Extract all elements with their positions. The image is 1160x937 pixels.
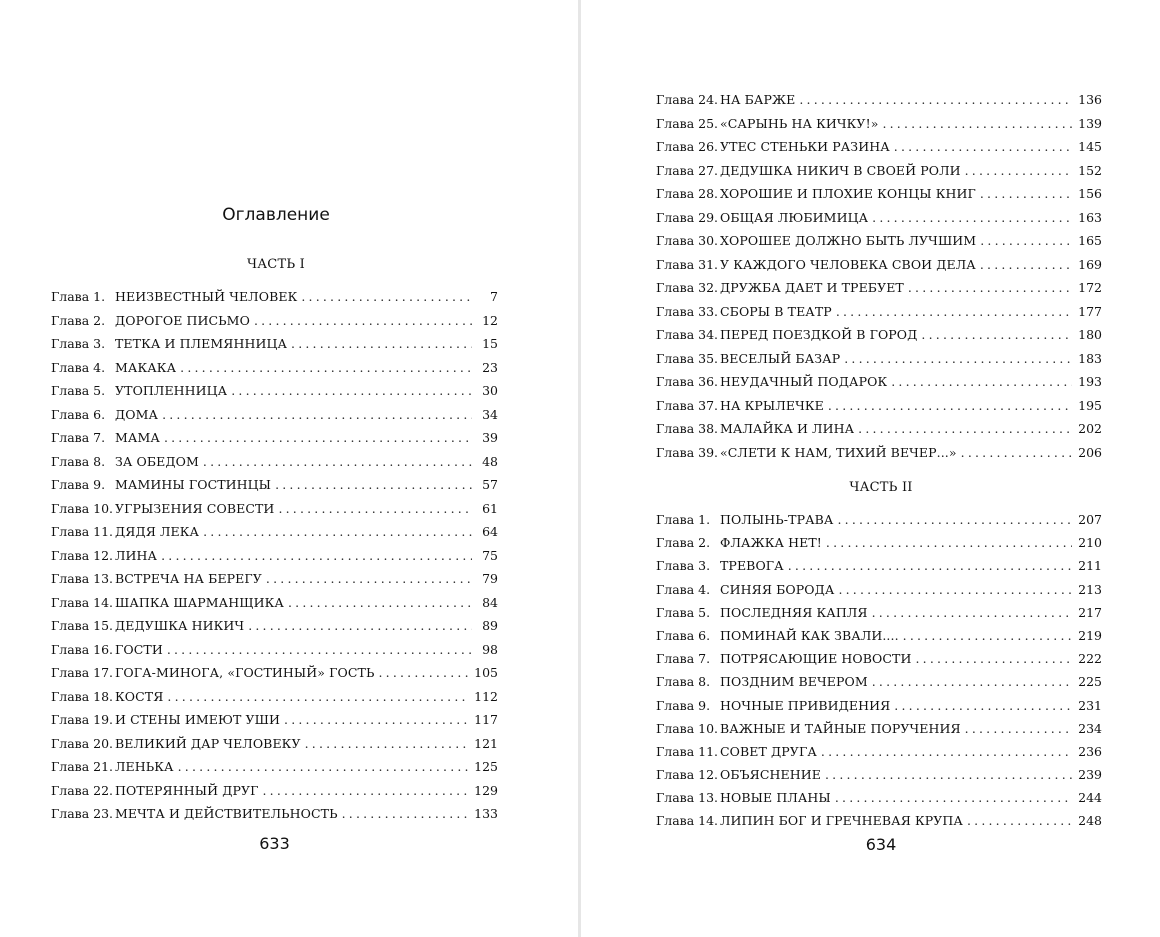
toc-entry xyxy=(656,276,1102,300)
chapter-page-number: 206 xyxy=(1078,444,1102,460)
chapter-page-number: 165 xyxy=(1078,233,1102,248)
chapter-number: Глава 36. xyxy=(656,374,719,389)
chapter-title: ВСТРЕЧА НА БЕРЕГУ xyxy=(115,571,262,586)
chapter-number: Глава 37. xyxy=(656,397,719,413)
chapter-number: Глава 7. xyxy=(656,651,711,667)
dot-leader xyxy=(288,591,472,615)
toc-entry xyxy=(656,763,1102,786)
toc-entry xyxy=(656,601,1102,624)
chapter-page-number: 248 xyxy=(1078,813,1102,829)
dot-leader xyxy=(858,417,1072,441)
chapter-title: СИНЯЯ БОРОДА xyxy=(720,581,835,597)
chapter-page-number: 163 xyxy=(1078,209,1102,225)
chapter-page-number: 177 xyxy=(1078,303,1102,319)
chapter-title: ТЕТКА И ПЛЕМЯННИЦА xyxy=(115,336,288,351)
chapter-page-number: 169 xyxy=(1078,256,1102,272)
chapter-number: Глава 5. xyxy=(656,604,711,620)
chapter-title: ЗА ОБЕДОМ xyxy=(115,453,199,469)
chapter-number: Глава 27. xyxy=(656,162,719,178)
chapter-number: Глава 4. xyxy=(51,359,106,375)
chapter-page-number: 219 xyxy=(1078,627,1102,643)
dot-leader xyxy=(254,309,472,333)
dot-leader xyxy=(788,554,1072,577)
chapter-title: ШАПКА ШАРМАНЩИКА xyxy=(115,594,284,610)
chapter-number: Глава 4. xyxy=(656,581,711,597)
dot-leader xyxy=(248,614,472,638)
dot-leader xyxy=(178,755,469,779)
chapter-number: Глава 23. xyxy=(51,806,114,821)
chapter-page-number: 202 xyxy=(1078,421,1102,436)
toc-entry xyxy=(656,159,1102,183)
chapter-page-number: 225 xyxy=(1078,674,1102,690)
toc-entry xyxy=(51,450,498,474)
dot-leader xyxy=(821,740,1072,763)
chapter-page-number: 217 xyxy=(1078,604,1102,620)
chapter-title: УГРЫЗЕНИЯ СОВЕСТИ xyxy=(115,500,275,516)
chapter-title: МАМИНЫ ГОСТИНЦЫ xyxy=(115,477,272,492)
chapter-title: ФЛАЖКА НЕТ! xyxy=(720,535,822,551)
toc-entry xyxy=(51,309,498,333)
dot-leader xyxy=(965,717,1072,740)
toc-entry xyxy=(656,370,1102,394)
dot-leader xyxy=(965,159,1073,183)
dot-leader xyxy=(342,802,469,826)
chapter-title: СБОРЫ В ТЕАТР xyxy=(720,303,832,319)
chapter-number: Глава 5. xyxy=(51,383,106,398)
chapter-number: Глава 10. xyxy=(51,500,114,516)
chapter-page-number: 105 xyxy=(474,665,498,680)
toc-entry xyxy=(656,508,1102,531)
dot-leader xyxy=(980,253,1072,277)
chapter-title: ДРУЖБА ДАЕТ И ТРЕБУЕТ xyxy=(720,280,904,295)
dot-leader xyxy=(161,544,472,568)
toc-entry xyxy=(656,578,1102,601)
toc-entry xyxy=(51,356,498,380)
toc-entry xyxy=(656,206,1102,230)
toc-entry xyxy=(51,403,498,427)
chapter-page-number: 34 xyxy=(482,406,498,422)
toc-entry xyxy=(51,567,498,591)
chapter-title: МЕЧТА И ДЕЙСТВИТЕЛЬНОСТЬ xyxy=(115,806,338,821)
toc-entry xyxy=(656,135,1102,159)
toc-list-part-one xyxy=(51,285,498,826)
dot-leader xyxy=(301,285,472,309)
chapter-title: СОВЕТ ДРУГА xyxy=(720,743,817,759)
chapter-title: ДЕДУШКА НИКИЧ В СВОЕЙ РОЛИ xyxy=(720,162,961,178)
dot-leader xyxy=(921,323,1072,347)
chapter-title: ДЯДЯ ЛЕКА xyxy=(115,524,200,539)
dot-leader xyxy=(828,394,1072,418)
chapter-page-number: 30 xyxy=(482,383,498,398)
toc-entry xyxy=(656,694,1102,717)
chapter-page-number: 231 xyxy=(1078,697,1102,713)
toc-entry xyxy=(656,441,1102,465)
chapter-title: УТЕС СТЕНЬКИ РАЗИНА xyxy=(720,139,890,154)
dot-leader xyxy=(894,135,1072,159)
chapter-title: «СЛЕТИ К НАМ, ТИХИЙ ВЕЧЕР...» xyxy=(720,444,957,460)
chapter-page-number: 98 xyxy=(482,641,498,657)
chapter-page-number: 244 xyxy=(1078,790,1102,806)
chapter-title: МАЛАЙКА И ЛИНА xyxy=(720,421,855,436)
chapter-number: Глава 7. xyxy=(51,430,106,445)
chapter-page-number: 133 xyxy=(474,806,498,821)
toc-entry xyxy=(51,638,498,662)
chapter-page-number: 48 xyxy=(482,453,498,469)
chapter-title: НА КРЫЛЕЧКЕ xyxy=(720,397,824,413)
chapter-number: Глава 39. xyxy=(656,444,719,460)
toc-entry xyxy=(656,394,1102,418)
toc-entry xyxy=(51,379,498,403)
chapter-page-number: 23 xyxy=(482,359,498,375)
chapter-title: ПОМИНАЙ КАК ЗВАЛИ.... xyxy=(720,627,899,643)
chapter-title: ДОРОГОЕ ПИСЬМО xyxy=(115,312,250,328)
chapter-page-number: 239 xyxy=(1078,767,1102,783)
chapter-number: Глава 12. xyxy=(656,767,719,783)
chapter-number: Глава 28. xyxy=(656,186,719,201)
toc-title: Оглавление xyxy=(222,205,330,225)
toc-entry xyxy=(656,554,1102,577)
chapter-number: Глава 21. xyxy=(51,759,114,774)
chapter-page-number: 234 xyxy=(1078,720,1102,736)
chapter-number: Глава 16. xyxy=(51,641,114,657)
chapter-title: НЕУДАЧНЫЙ ПОДАРОК xyxy=(720,374,888,389)
dot-leader xyxy=(284,708,468,732)
toc-entry xyxy=(51,497,498,521)
toc-entry xyxy=(656,624,1102,647)
chapter-title: ЛИПИН БОГ И ГРЕЧНЕВАЯ КРУПА xyxy=(720,813,963,829)
chapter-title: ДОМА xyxy=(115,406,159,422)
dot-leader xyxy=(291,332,472,356)
dot-leader xyxy=(872,670,1072,693)
chapter-title: ОБЩАЯ ЛЮБИМИЦА xyxy=(720,209,869,225)
chapter-number: Глава 31. xyxy=(656,256,719,272)
part-one-heading: ЧАСТЬ I xyxy=(247,257,305,272)
chapter-title: ХОРОШИЕ И ПЛОХИЕ КОНЦЫ КНИГ xyxy=(720,186,976,201)
toc-entry xyxy=(656,717,1102,740)
toc-list-part-one-continued xyxy=(656,88,1102,464)
chapter-title: И СТЕНЫ ИМЕЮТ УШИ xyxy=(115,712,281,727)
toc-entry xyxy=(656,670,1102,693)
chapter-number: Глава 8. xyxy=(656,674,711,690)
toc-entry xyxy=(656,229,1102,253)
chapter-title: ВАЖНЫЕ И ТАЙНЫЕ ПОРУЧЕНИЯ xyxy=(720,720,961,736)
dot-leader xyxy=(162,403,472,427)
chapter-page-number: 213 xyxy=(1078,581,1102,597)
dot-leader xyxy=(278,497,472,521)
chapter-number: Глава 14. xyxy=(656,813,719,829)
dot-leader xyxy=(262,779,468,803)
dot-leader xyxy=(838,508,1073,531)
chapter-title: ВЕСЕЛЫЙ БАЗАР xyxy=(720,350,841,366)
chapter-title: МАМА xyxy=(115,430,160,445)
chapter-number: Глава 6. xyxy=(51,406,106,422)
chapter-page-number: 12 xyxy=(482,312,498,328)
chapter-page-number: 211 xyxy=(1078,558,1102,574)
chapter-number: Глава 22. xyxy=(51,782,114,798)
dot-leader xyxy=(826,531,1072,554)
chapter-title: МАКАКА xyxy=(115,359,177,375)
chapter-number: Глава 18. xyxy=(51,688,114,704)
toc-entry xyxy=(51,779,498,803)
part-two-heading: ЧАСТЬ II xyxy=(849,480,913,495)
dot-leader xyxy=(844,347,1072,371)
toc-entry xyxy=(51,755,498,779)
dot-leader xyxy=(872,206,1072,230)
chapter-page-number: 79 xyxy=(482,571,498,586)
toc-entry xyxy=(656,300,1102,324)
chapter-title: ТРЕВОГА xyxy=(720,558,784,574)
chapter-page-number: 193 xyxy=(1078,374,1102,389)
toc-entry xyxy=(656,531,1102,554)
chapter-title: УТОПЛЕННИЦА xyxy=(115,383,228,398)
chapter-number: Глава 24. xyxy=(656,92,719,107)
dot-leader xyxy=(961,441,1073,465)
toc-entry xyxy=(51,802,498,826)
dot-leader xyxy=(894,694,1072,717)
toc-entry xyxy=(51,285,498,309)
dot-leader xyxy=(799,88,1072,112)
chapter-title: НА БАРЖЕ xyxy=(720,92,796,107)
dot-leader xyxy=(305,732,469,756)
dot-leader xyxy=(891,370,1072,394)
chapter-page-number: 136 xyxy=(1078,92,1102,107)
chapter-page-number: 139 xyxy=(1078,115,1102,131)
chapter-page-number: 129 xyxy=(474,782,498,798)
chapter-title: НЕИЗВЕСТНЫЙ ЧЕЛОВЕК xyxy=(115,289,298,304)
chapter-number: Глава 11. xyxy=(656,743,719,759)
chapter-number: Глава 17. xyxy=(51,665,114,680)
dot-leader xyxy=(916,647,1073,670)
chapter-title: ОБЪЯСНЕНИЕ xyxy=(720,767,821,783)
chapter-number: Глава 19. xyxy=(51,712,114,727)
chapter-page-number: 61 xyxy=(482,500,498,516)
chapter-title: ПОТРЯСАЮЩИЕ НОВОСТИ xyxy=(720,651,912,667)
toc-entry xyxy=(656,182,1102,206)
dot-leader xyxy=(231,379,472,403)
toc-entry xyxy=(51,473,498,497)
chapter-title: ПОСЛЕДНЯЯ КАПЛЯ xyxy=(720,604,868,620)
toc-entry xyxy=(51,591,498,615)
chapter-page-number: 117 xyxy=(474,712,498,727)
chapter-number: Глава 6. xyxy=(656,627,711,643)
chapter-number: Глава 2. xyxy=(51,312,106,328)
chapter-number: Глава 26. xyxy=(656,139,719,154)
chapter-number: Глава 1. xyxy=(656,512,711,527)
page-number-left: 633 xyxy=(259,834,290,853)
dot-leader xyxy=(835,786,1072,809)
toc-entry xyxy=(51,332,498,356)
toc-entry xyxy=(656,786,1102,809)
dot-leader xyxy=(167,638,472,662)
dot-leader xyxy=(266,567,472,591)
chapter-page-number: 152 xyxy=(1078,162,1102,178)
toc-entry xyxy=(656,809,1102,832)
dot-leader xyxy=(908,276,1072,300)
toc-entry xyxy=(656,647,1102,670)
chapter-number: Глава 20. xyxy=(51,735,114,751)
dot-leader xyxy=(836,300,1072,324)
chapter-title: ГОГА-МИНОГА, «ГОСТИНЫЙ» ГОСТЬ xyxy=(115,665,375,680)
toc-entry xyxy=(51,661,498,685)
toc-entry xyxy=(51,732,498,756)
chapter-page-number: 207 xyxy=(1078,512,1102,527)
chapter-page-number: 222 xyxy=(1078,651,1102,667)
chapter-number: Глава 30. xyxy=(656,233,719,248)
dot-leader xyxy=(980,182,1072,206)
toc-entry xyxy=(656,417,1102,441)
page-number-right: 634 xyxy=(865,835,897,854)
chapter-page-number: 64 xyxy=(482,524,498,539)
chapter-page-number: 39 xyxy=(482,430,498,445)
chapter-number: Глава 13. xyxy=(656,790,719,806)
toc-entry xyxy=(656,323,1102,347)
chapter-page-number: 15 xyxy=(482,336,498,351)
dot-leader xyxy=(167,685,468,709)
toc-entry xyxy=(656,740,1102,763)
dot-leader xyxy=(838,578,1072,601)
chapter-number: Глава 15. xyxy=(51,618,114,633)
chapter-page-number: 210 xyxy=(1078,535,1102,551)
toc-entry xyxy=(51,708,498,732)
chapter-page-number: 57 xyxy=(482,477,498,492)
chapter-page-number: 7 xyxy=(490,289,498,304)
chapter-title: ЛИНА xyxy=(115,547,158,563)
chapter-page-number: 112 xyxy=(474,688,498,704)
chapter-title: ЛЕНЬКА xyxy=(115,759,174,774)
chapter-number: Глава 8. xyxy=(51,453,106,469)
chapter-number: Глава 32. xyxy=(656,280,719,295)
chapter-page-number: 84 xyxy=(482,594,498,610)
dot-leader xyxy=(378,661,468,685)
chapter-title: ДЕДУШКА НИКИЧ xyxy=(115,618,245,633)
chapter-number: Глава 33. xyxy=(656,303,719,319)
toc-entry xyxy=(656,253,1102,277)
chapter-title: У КАЖДОГО ЧЕЛОВЕКА СВОИ ДЕЛА xyxy=(720,256,976,272)
chapter-number: Глава 1. xyxy=(51,289,106,304)
dot-leader xyxy=(275,473,472,497)
chapter-page-number: 89 xyxy=(482,618,498,633)
chapter-page-number: 172 xyxy=(1078,280,1102,295)
chapter-page-number: 236 xyxy=(1078,743,1102,759)
dot-leader xyxy=(164,426,472,450)
dot-leader xyxy=(967,809,1072,832)
chapter-title: НОВЫЕ ПЛАНЫ xyxy=(720,790,831,806)
dot-leader xyxy=(872,601,1073,624)
toc-entry xyxy=(51,685,498,709)
chapter-number: Глава 29. xyxy=(656,209,719,225)
toc-entry xyxy=(51,614,498,638)
chapter-number: Глава 9. xyxy=(51,477,106,492)
chapter-number: Глава 35. xyxy=(656,350,719,366)
dot-leader xyxy=(203,520,472,544)
chapter-number: Глава 2. xyxy=(656,535,711,551)
chapter-number: Глава 3. xyxy=(51,336,106,351)
chapter-page-number: 145 xyxy=(1078,139,1102,154)
chapter-number: Глава 11. xyxy=(51,524,114,539)
dot-leader xyxy=(882,112,1072,136)
chapter-number: Глава 13. xyxy=(51,571,114,586)
toc-entry xyxy=(51,544,498,568)
right-page xyxy=(581,0,1160,937)
chapter-title: ПОТЕРЯННЫЙ ДРУГ xyxy=(115,782,259,798)
chapter-title: ПЕРЕД ПОЕЗДКОЙ В ГОРОД xyxy=(720,327,918,342)
chapter-title: НОЧНЫЕ ПРИВИДЕНИЯ xyxy=(720,697,891,713)
toc-list-part-two xyxy=(656,508,1102,833)
chapter-number: Глава 34. xyxy=(656,327,719,342)
chapter-page-number: 156 xyxy=(1078,186,1102,201)
chapter-title: «САРЫНЬ НА КИЧКУ!» xyxy=(720,115,879,131)
dot-leader xyxy=(825,763,1072,786)
toc-entry xyxy=(656,88,1102,112)
chapter-title: ПОЛЫНЬ-ТРАВА xyxy=(720,512,834,527)
dot-leader xyxy=(903,624,1072,647)
chapter-number: Глава 9. xyxy=(656,697,711,713)
chapter-number: Глава 25. xyxy=(656,115,719,131)
chapter-page-number: 195 xyxy=(1078,397,1102,413)
chapter-number: Глава 12. xyxy=(51,547,114,563)
chapter-page-number: 125 xyxy=(474,759,498,774)
chapter-page-number: 75 xyxy=(482,547,498,563)
chapter-title: ПОЗДНИМ ВЕЧЕРОМ xyxy=(720,674,868,690)
toc-entry xyxy=(51,520,498,544)
chapter-number: Глава 14. xyxy=(51,594,114,610)
chapter-title: ГОСТИ xyxy=(115,641,163,657)
chapter-number: Глава 3. xyxy=(656,558,711,574)
chapter-title: ХОРОШЕЕ ДОЛЖНО БЫТЬ ЛУЧШИМ xyxy=(720,233,977,248)
toc-entry xyxy=(656,347,1102,371)
chapter-page-number: 183 xyxy=(1078,350,1102,366)
chapter-number: Глава 10. xyxy=(656,720,719,736)
chapter-page-number: 180 xyxy=(1078,327,1102,342)
chapter-number: Глава 38. xyxy=(656,421,719,436)
toc-entry xyxy=(656,112,1102,136)
toc-entry xyxy=(51,426,498,450)
chapter-title: КОСТЯ xyxy=(115,688,164,704)
dot-leader xyxy=(980,229,1072,253)
dot-leader xyxy=(180,356,472,380)
left-page xyxy=(0,0,578,937)
dot-leader xyxy=(203,450,472,474)
chapter-page-number: 121 xyxy=(474,735,498,751)
chapter-title: ВЕЛИКИЙ ДАР ЧЕЛОВЕКУ xyxy=(115,735,301,751)
